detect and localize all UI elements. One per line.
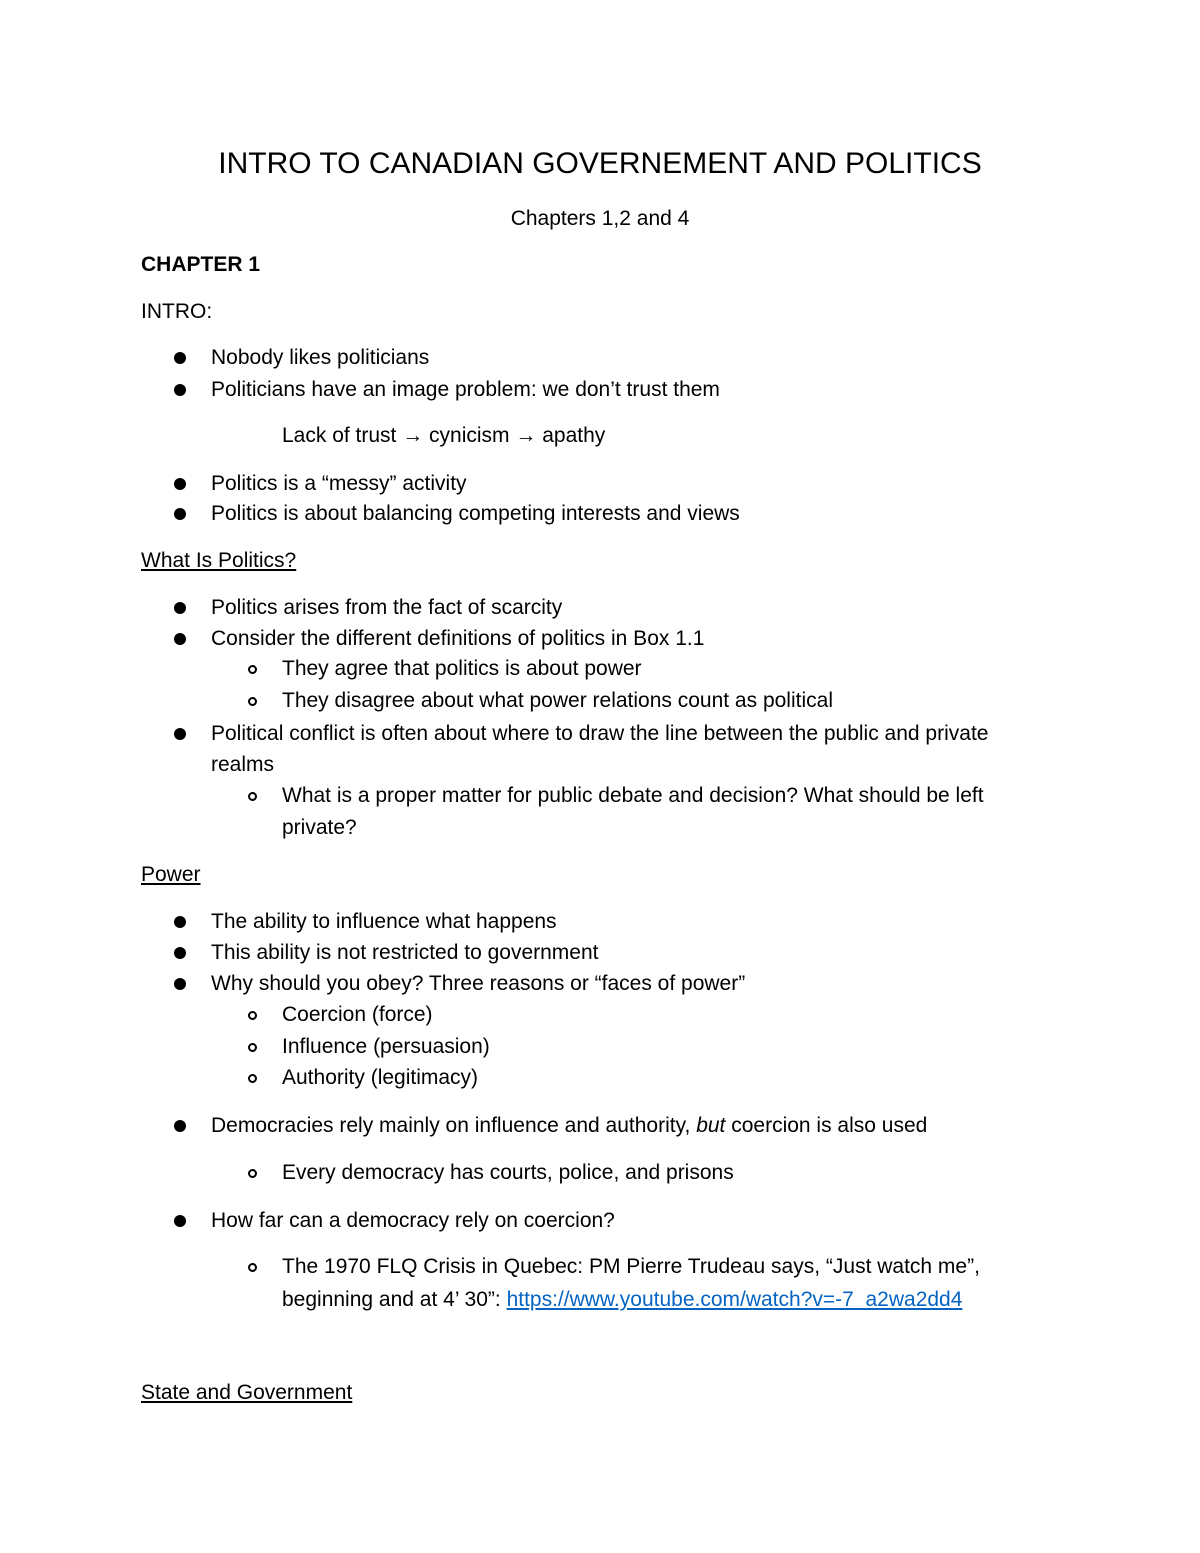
bullet-dot — [174, 728, 186, 740]
list-item: Politics arises from the fact of scarcity — [211, 596, 563, 619]
emphasis-text: but — [696, 1114, 726, 1137]
document-title: INTRO TO CANADIAN GOVERNEMENT AND POLITICS — [218, 147, 982, 180]
list-item — [211, 1112, 927, 1140]
sub-list-item: Every democracy has courts, police, and prisons — [282, 1161, 734, 1184]
list-item-text: beginning and at 4’ 30”: — [282, 1288, 507, 1311]
sub-list-item: What is a proper matter for public debate and decision? What should be left — [282, 784, 984, 807]
section-heading-what-is-politics: What Is Politics? — [141, 549, 297, 572]
section-heading-power: Power — [141, 863, 201, 886]
chapter-heading: CHAPTER 1 — [141, 253, 261, 276]
section-heading-state-government: State and Government — [141, 1381, 353, 1404]
bullet-dot — [174, 978, 186, 990]
list-item: How far can a democracy rely on coercion? — [211, 1209, 615, 1232]
sub-list-item: They agree that politics is about power — [282, 657, 642, 680]
sub-bullet-circle — [248, 1074, 257, 1083]
sub-list-item-continuation: private? — [282, 816, 357, 839]
sub-list-item: Influence (persuasion) — [282, 1035, 490, 1058]
sub-list-item: The 1970 FLQ Crisis in Quebec: PM Pierre Trudeau says, “Just watch me”, — [282, 1255, 980, 1278]
sub-list-item-continuation — [282, 1286, 962, 1314]
sub-list-item: Coercion (force) — [282, 1003, 433, 1026]
document-subtitle: Chapters 1,2 and 4 — [510, 207, 690, 230]
bullet-dot — [174, 508, 186, 520]
list-item: The ability to influence what happens — [211, 910, 557, 933]
sub-bullet-circle — [248, 1169, 257, 1178]
list-item: Political conflict is often about where to draw the line between the public and private — [211, 722, 989, 745]
sub-bullet-circle — [248, 792, 257, 801]
list-item: This ability is not restricted to government — [211, 941, 599, 964]
list-item: Politics is a “messy” activity — [211, 472, 467, 495]
bullet-dot — [174, 1215, 186, 1227]
bullet-dot — [174, 478, 186, 490]
sub-bullet-circle — [248, 1043, 257, 1052]
bullet-dot — [174, 602, 186, 614]
sub-bullet-circle — [248, 665, 257, 674]
sub-bullet-circle — [248, 1263, 257, 1272]
bullet-dot — [174, 947, 186, 959]
intro-label: INTRO: — [141, 300, 213, 323]
sub-bullet-circle — [248, 697, 257, 706]
list-item: Politics is about balancing competing interests and views — [211, 502, 740, 525]
bullet-dot — [174, 384, 186, 396]
list-item: Why should you obey? Three reasons or “faces of power” — [211, 972, 746, 995]
youtube-link[interactable]: https://www.youtube.com/watch?v=-7_a2wa2dd4 — [506, 1288, 963, 1311]
sub-bullet-circle — [248, 1011, 257, 1020]
list-item-text: coercion is also used — [725, 1114, 928, 1137]
sub-list-item: They disagree about what power relations count as political — [282, 689, 833, 712]
sub-list-item: Authority (legitimacy) — [282, 1066, 479, 1089]
list-item: Nobody likes politicians — [211, 346, 430, 369]
list-item-text: Democracies rely mainly on influence and authority, — [211, 1114, 697, 1137]
list-item-continuation: realms — [211, 753, 275, 776]
bullet-dot — [174, 352, 186, 364]
list-item: Politicians have an image problem: we don’t trust them — [211, 378, 720, 401]
bullet-dot — [174, 1120, 186, 1132]
bullet-dot — [174, 633, 186, 645]
trust-line: Lack of trust → cynicism → apathy — [282, 424, 606, 447]
list-item: Consider the different definitions of politics in Box 1.1 — [211, 627, 705, 650]
bullet-dot — [174, 916, 186, 928]
